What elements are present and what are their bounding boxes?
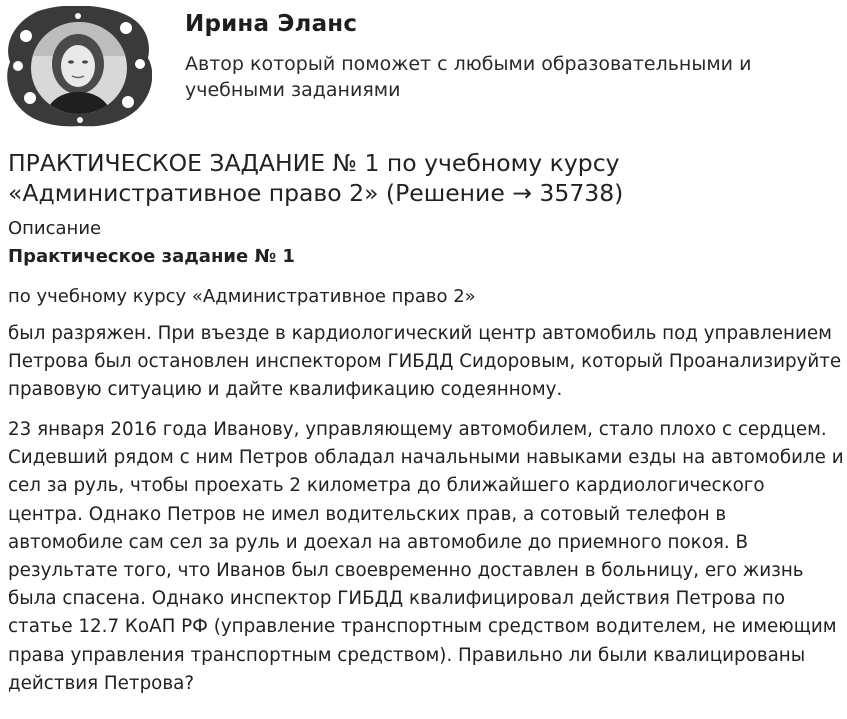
paragraph-2: 23 января 2016 года Иванову, управляющему автомобилем, стало плохо с сердцем. Сидевший рядом с ним Петров обладал начальными навыками езды на автомобиле и сел за руль, чтобы проехать 2 километра до ближайшего кардиологического центра. Однако Петров не имел водительских прав, а сотовый телефон в автомобиле сам сел за руль и доехал на автомобиле до приемного покоя. В результате того, что Иванов был своевременно доставлен в больницу, его жизнь была спасена. Однако инспектор ГИБДД квалифицировал действия Петрова по статье 12.7 КоАП РФ (управление транспортным средством водителем, не имеющим права управления транспортным средством). Правильно ли были квалицированы действия Петрова? (8, 419, 844, 694)
paragraph-1: был разряжен. При въезде в кардиологический центр автомобиль под управлением Петрова был остановлен инспектором ГИБДД Сидоровым, который Проанализируйте правовую ситуацию и дайте квалификацию содеянному. (8, 323, 842, 401)
page-title: ПРАКТИЧЕСКОЕ ЗАДАНИЕ № 1 по учебному курсу «Административное право 2» (Решение → 35738) (8, 149, 624, 207)
author-name[interactable]: Ирина Эланс (185, 11, 358, 37)
description-label: Описание (8, 218, 102, 239)
author-description: Автор который поможет с любыми образовательными и учебными заданиями (185, 53, 752, 101)
author-avatar[interactable] (6, 6, 152, 128)
task-heading: Практическое задание № 1 (8, 246, 295, 267)
course-line: по учебному курсу «Административное право 2» (8, 286, 476, 307)
author-card (0, 0, 847, 135)
